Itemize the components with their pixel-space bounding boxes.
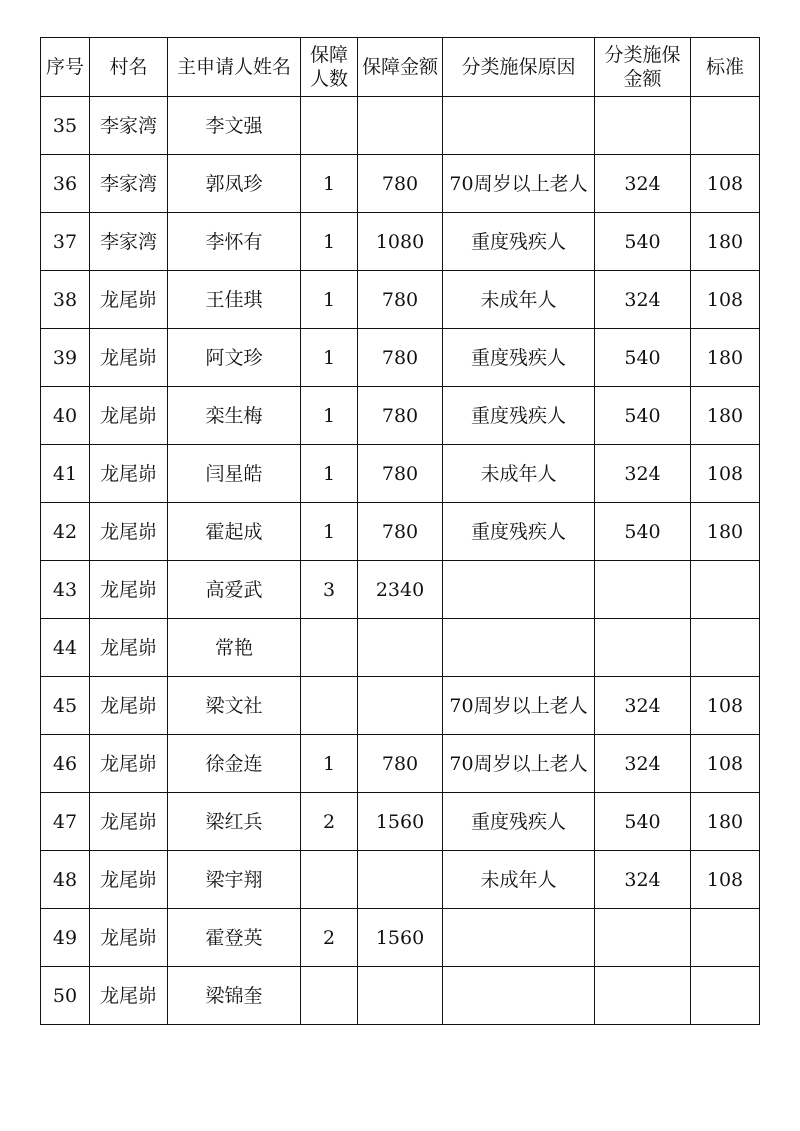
applicant-name-cell: 梁宇翔: [168, 851, 301, 909]
covered-persons-cell: 1: [301, 155, 358, 213]
applicant-name-cell: 徐金连: [168, 735, 301, 793]
category-reason-cell: 未成年人: [443, 851, 595, 909]
category-amount-cell: 324: [595, 155, 691, 213]
applicant-name-cell: 霍登英: [168, 909, 301, 967]
benefit-amount-cell: 1560: [358, 909, 443, 967]
table-row: [41, 329, 760, 387]
serial-number-cell: 36: [41, 155, 90, 213]
table-row: [41, 387, 760, 445]
applicant-name-cell: 梁文社: [168, 677, 301, 735]
standard-cell: [691, 561, 760, 619]
table-row: [41, 155, 760, 213]
serial-number-cell: 44: [41, 619, 90, 677]
standard-cell: 180: [691, 503, 760, 561]
covered-persons-cell: 2: [301, 793, 358, 851]
benefit-amount-cell: 780: [358, 387, 443, 445]
table-row: [41, 271, 760, 329]
table-body: [41, 97, 760, 1025]
category-reason-cell: [443, 561, 595, 619]
village-name-cell: 龙尾峁: [90, 387, 168, 445]
category-reason-cell: 重度残疾人: [443, 503, 595, 561]
header-serial-number: 序号: [41, 38, 90, 97]
applicant-name-cell: 李文强: [168, 97, 301, 155]
covered-persons-cell: 1: [301, 271, 358, 329]
table-row: [41, 97, 760, 155]
applicant-name-cell: 梁红兵: [168, 793, 301, 851]
covered-persons-cell: 1: [301, 735, 358, 793]
standard-cell: 180: [691, 793, 760, 851]
village-name-cell: 龙尾峁: [90, 561, 168, 619]
category-reason-cell: [443, 909, 595, 967]
serial-number-cell: 40: [41, 387, 90, 445]
village-name-cell: 龙尾峁: [90, 909, 168, 967]
table-row: [41, 503, 760, 561]
standard-cell: 108: [691, 271, 760, 329]
category-reason-cell: 70周岁以上老人: [443, 677, 595, 735]
header-row: [41, 38, 760, 97]
header-category-reason: 分类施保原因: [443, 38, 595, 97]
covered-persons-cell: 1: [301, 387, 358, 445]
serial-number-cell: 37: [41, 213, 90, 271]
applicant-name-cell: 闫星皓: [168, 445, 301, 503]
covered-persons-cell: 1: [301, 445, 358, 503]
applicant-name-cell: 栾生梅: [168, 387, 301, 445]
category-reason-cell: 重度残疾人: [443, 793, 595, 851]
village-name-cell: 龙尾峁: [90, 619, 168, 677]
category-amount-cell: [595, 561, 691, 619]
standard-cell: 108: [691, 677, 760, 735]
standard-cell: [691, 909, 760, 967]
standard-cell: 180: [691, 213, 760, 271]
covered-persons-cell: [301, 677, 358, 735]
standard-cell: [691, 967, 760, 1025]
village-name-cell: 李家湾: [90, 213, 168, 271]
category-amount-cell: 540: [595, 793, 691, 851]
benefit-amount-cell: [358, 677, 443, 735]
category-reason-cell: 重度残疾人: [443, 329, 595, 387]
village-name-cell: 龙尾峁: [90, 329, 168, 387]
covered-persons-cell: 2: [301, 909, 358, 967]
category-reason-cell: [443, 97, 595, 155]
category-amount-cell: [595, 97, 691, 155]
table-row: [41, 619, 760, 677]
category-amount-cell: 540: [595, 387, 691, 445]
standard-cell: 108: [691, 735, 760, 793]
benefit-amount-cell: 780: [358, 329, 443, 387]
standard-cell: [691, 619, 760, 677]
benefit-amount-cell: 780: [358, 503, 443, 561]
applicant-name-cell: 常艳: [168, 619, 301, 677]
covered-persons-cell: 1: [301, 503, 358, 561]
serial-number-cell: 39: [41, 329, 90, 387]
category-amount-cell: [595, 967, 691, 1025]
serial-number-cell: 42: [41, 503, 90, 561]
covered-persons-cell: 3: [301, 561, 358, 619]
village-name-cell: 龙尾峁: [90, 851, 168, 909]
category-amount-cell: 324: [595, 851, 691, 909]
applicant-name-cell: 梁锦奎: [168, 967, 301, 1025]
benefit-amount-cell: [358, 967, 443, 1025]
standard-cell: [691, 97, 760, 155]
table-row: [41, 213, 760, 271]
covered-persons-cell: [301, 967, 358, 1025]
standard-cell: 180: [691, 387, 760, 445]
covered-persons-cell: 1: [301, 329, 358, 387]
category-reason-cell: 70周岁以上老人: [443, 155, 595, 213]
serial-number-cell: 35: [41, 97, 90, 155]
category-amount-cell: [595, 619, 691, 677]
category-reason-cell: 未成年人: [443, 445, 595, 503]
header-standard: 标准: [691, 38, 760, 97]
category-reason-cell: [443, 967, 595, 1025]
benefit-amount-cell: 1080: [358, 213, 443, 271]
village-name-cell: 李家湾: [90, 155, 168, 213]
benefit-amount-cell: 1560: [358, 793, 443, 851]
serial-number-cell: 38: [41, 271, 90, 329]
applicant-name-cell: 霍起成: [168, 503, 301, 561]
header-village-name: 村名: [90, 38, 168, 97]
applicant-name-cell: 郭凤珍: [168, 155, 301, 213]
category-amount-cell: 540: [595, 329, 691, 387]
table-row: [41, 967, 760, 1025]
serial-number-cell: 46: [41, 735, 90, 793]
benefit-amount-cell: 780: [358, 735, 443, 793]
category-amount-cell: 324: [595, 735, 691, 793]
table-row: [41, 735, 760, 793]
header-covered-persons: 保障人数: [301, 38, 358, 97]
category-amount-cell: 540: [595, 503, 691, 561]
standard-cell: 108: [691, 445, 760, 503]
village-name-cell: 龙尾峁: [90, 503, 168, 561]
table-row: [41, 677, 760, 735]
covered-persons-cell: [301, 619, 358, 677]
table-row: [41, 909, 760, 967]
table-row: [41, 851, 760, 909]
relief-roster-table: [40, 37, 760, 1025]
village-name-cell: 龙尾峁: [90, 793, 168, 851]
serial-number-cell: 48: [41, 851, 90, 909]
benefit-amount-cell: [358, 97, 443, 155]
standard-cell: 180: [691, 329, 760, 387]
category-amount-cell: 540: [595, 213, 691, 271]
serial-number-cell: 47: [41, 793, 90, 851]
header-applicant-name: 主申请人姓名: [168, 38, 301, 97]
covered-persons-cell: 1: [301, 213, 358, 271]
applicant-name-cell: 高爱武: [168, 561, 301, 619]
category-amount-cell: 324: [595, 271, 691, 329]
serial-number-cell: 43: [41, 561, 90, 619]
benefit-amount-cell: 780: [358, 271, 443, 329]
table-row: [41, 561, 760, 619]
village-name-cell: 龙尾峁: [90, 735, 168, 793]
village-name-cell: 龙尾峁: [90, 967, 168, 1025]
benefit-amount-cell: 2340: [358, 561, 443, 619]
category-reason-cell: 未成年人: [443, 271, 595, 329]
category-reason-cell: [443, 619, 595, 677]
village-name-cell: 龙尾峁: [90, 445, 168, 503]
benefit-amount-cell: [358, 851, 443, 909]
village-name-cell: 龙尾峁: [90, 271, 168, 329]
category-reason-cell: 70周岁以上老人: [443, 735, 595, 793]
category-reason-cell: 重度残疾人: [443, 387, 595, 445]
covered-persons-cell: [301, 97, 358, 155]
category-reason-cell: 重度残疾人: [443, 213, 595, 271]
table-row: [41, 445, 760, 503]
village-name-cell: 李家湾: [90, 97, 168, 155]
category-amount-cell: 324: [595, 677, 691, 735]
serial-number-cell: 50: [41, 967, 90, 1025]
category-amount-cell: [595, 909, 691, 967]
table-row: [41, 793, 760, 851]
benefit-amount-cell: 780: [358, 155, 443, 213]
covered-persons-cell: [301, 851, 358, 909]
serial-number-cell: 45: [41, 677, 90, 735]
benefit-amount-cell: [358, 619, 443, 677]
applicant-name-cell: 王佳琪: [168, 271, 301, 329]
village-name-cell: 龙尾峁: [90, 677, 168, 735]
serial-number-cell: 49: [41, 909, 90, 967]
benefit-amount-cell: 780: [358, 445, 443, 503]
header-benefit-amount: 保障金额: [358, 38, 443, 97]
standard-cell: 108: [691, 155, 760, 213]
header-category-amount: 分类施保金额: [595, 38, 691, 97]
applicant-name-cell: 李怀有: [168, 213, 301, 271]
serial-number-cell: 41: [41, 445, 90, 503]
applicant-name-cell: 阿文珍: [168, 329, 301, 387]
standard-cell: 108: [691, 851, 760, 909]
category-amount-cell: 324: [595, 445, 691, 503]
